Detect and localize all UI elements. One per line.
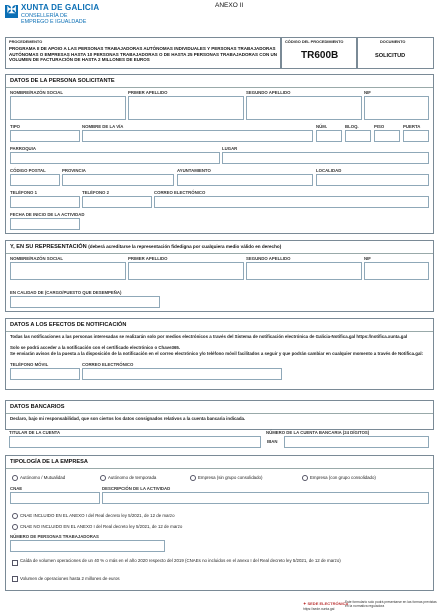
label-door: PUERTA [403, 124, 421, 129]
postal-field[interactable] [10, 174, 60, 186]
phone2-field[interactable] [82, 196, 152, 208]
drop-checkbox[interactable] [12, 560, 18, 566]
label-phone2: TELÉFONO 2 [82, 190, 109, 195]
department-line-2: EMPREGO E IGUALDADE [21, 19, 87, 26]
parish-field[interactable] [10, 152, 220, 164]
autonomo-radio[interactable] [12, 475, 18, 481]
rep-surname2-field[interactable] [246, 262, 362, 280]
door-field[interactable] [403, 130, 429, 142]
annex-label: ANEXO II [215, 2, 244, 9]
procedure-code: TR600B [301, 50, 339, 61]
cnae-in-label: CNAE INCLUIDO EN EL ANEXO I del Real decreto ley 5/2021, de 12 de marzo [20, 513, 175, 518]
label-nif: NIF [364, 90, 371, 95]
applicant-section [5, 74, 434, 234]
footer-note: Este formulario solo podrá presentarse en las formas previstas en la normativa reguladora [345, 600, 437, 608]
company-section [5, 455, 434, 591]
label-cnae: CNAE [10, 486, 23, 491]
label-postal: CÓDIGO POSTAL [10, 168, 46, 173]
rep-name-field[interactable] [10, 262, 126, 280]
volume-label: Volumen de operaciones hasta 2 millones de euros [20, 576, 120, 581]
email-field[interactable] [154, 196, 429, 208]
label-rep-capacity: EN CALIDAD DE (CARGO/PUESTO QUE DESEMPEÑA) [10, 290, 122, 295]
label-rep-surname1: PRIMER APELLIDO [128, 256, 168, 261]
nif-field[interactable] [364, 96, 429, 120]
name-field[interactable] [10, 96, 126, 120]
num-field[interactable] [316, 130, 342, 142]
con-grupo-radio[interactable] [302, 475, 308, 481]
notif-email-field[interactable] [82, 368, 282, 380]
block-field[interactable] [345, 130, 371, 142]
label-account-holder: TITULAR DE LA CUENTA [9, 430, 61, 435]
document-type: SOLICITUD [375, 53, 406, 59]
bank-statement: Declaro, bajo mi responsabilidad, que son ciertos los datos consignados relativos a la cuenta bancaria indicada. [10, 416, 246, 421]
sin-grupo-radio[interactable] [190, 475, 196, 481]
representative-title-main: Y, EN SU REPRESENTACIÓN [10, 244, 87, 250]
activity-start-field[interactable] [10, 218, 80, 230]
street-field[interactable] [82, 130, 313, 142]
label-rep-nif: NIF [364, 256, 371, 261]
sede-logo-text: SEDE ELECTRÓNICA [307, 601, 349, 606]
temporada-radio[interactable] [100, 475, 106, 481]
department-line-1: CONSELLERÍA DE [21, 13, 68, 19]
cnae-field[interactable] [10, 492, 100, 504]
label-notif-email: CORREO ELECTRÓNICO [82, 362, 134, 367]
label-activity-start: FECHA DE INICIO DE LA ACTIVIDAD [10, 212, 85, 217]
drop-label: Caída de volumen operaciones de un 40 % o más en el año 2020 respecto del 2019 (CNAEs no incluidos en el anexo I del Real decreto ley 5/2021, de 12 de marzo) [20, 558, 341, 563]
applicant-title: DATOS DE LA PERSONA SOLICITANTE [10, 78, 115, 84]
label-notif-mobile: TELÉFONO MÓVIL [10, 362, 49, 367]
label-name: NOMBRE/RAZÓN SOCIAL [10, 90, 63, 95]
label-floor: PISO [374, 124, 385, 129]
surname2-field[interactable] [246, 96, 362, 120]
rep-nif-field[interactable] [364, 262, 429, 280]
floor-field[interactable] [374, 130, 400, 142]
label-parish: PARROQUIA [10, 146, 36, 151]
surname1-field[interactable] [128, 96, 244, 120]
locality-field[interactable] [316, 174, 429, 186]
sede-logo: ✦ SEDE ELECTRÓNICA [303, 601, 349, 606]
code-label: CÓDIGO DEL PROCEDIMIENTO [285, 39, 344, 44]
representative-section [5, 240, 434, 312]
label-activity-desc: DESCRIPCIÓN DE LA ACTIVIDAD [102, 486, 171, 491]
bank-title: DATOS BANCARIOS [10, 404, 65, 410]
label-type: TIPO [10, 124, 21, 129]
label-locality: LOCALIDAD [316, 168, 342, 173]
label-rep-surname2: SEGUNDO APELLIDO [246, 256, 291, 261]
sin-grupo-label: Empresa (sin grupo consolidado) [198, 475, 263, 480]
document-label: DOCUMENTO [380, 39, 406, 44]
temporada-label: Autónomo de temporada [108, 475, 157, 480]
autonomo-label: Autónomo / Mutualidad [20, 475, 66, 480]
activity-desc-field[interactable] [102, 492, 429, 504]
phone1-field[interactable] [10, 196, 80, 208]
code-box [281, 37, 357, 69]
representative-title-note: (deberá acreditarse la representación fidedigna por cualquiera medio válido en derecho) [88, 244, 282, 249]
label-surname2: SEGUNDO APELLIDO [246, 90, 291, 95]
rep-capacity-field[interactable] [10, 296, 160, 308]
notification-text-1: Todas las notificaciones a las personas interesadas se realizarán solo por medios electrónicos a través del Sistema de notificación electrónica de Galicia-Notifica.gal https://notifica.xunta.gal [10, 334, 408, 339]
council-field[interactable] [177, 174, 313, 186]
label-surname1: PRIMER APELLIDO [128, 90, 168, 95]
place-field[interactable] [222, 152, 429, 164]
document-box [357, 37, 434, 69]
label-num: NÚM. [316, 124, 327, 129]
xunta-logo-icon: ✠ [7, 4, 17, 16]
volume-checkbox[interactable] [12, 576, 18, 582]
label-account-number: NÚMERO DE LA CUENTA BANCARIA (24 DÍGITOS) [266, 430, 370, 435]
department-name [21, 13, 86, 25]
label-council: AYUNTAMIENTO [177, 168, 211, 173]
label-place: LUGAR [222, 146, 238, 151]
label-street: NOMBRE DE LA VÍA [82, 124, 124, 129]
type-field[interactable] [10, 130, 80, 142]
label-rep-name: NOMBRE/RAZÓN SOCIAL [10, 256, 63, 261]
sede-url[interactable]: https://sede.xunta.gal [303, 607, 335, 611]
label-block: BLOQ. [345, 124, 359, 129]
notification-text-3: Se enviarán avisos de la puesta a la disposición de la notificación en el correo electrónico y/o teléfono móvil facilitados a seguir y que podrán cambiar en cualquier momento a través de Notifica.gal: [10, 351, 424, 356]
notification-section [5, 318, 434, 390]
rep-surname1-field[interactable] [128, 262, 244, 280]
account-holder-field[interactable] [9, 436, 261, 448]
cnae-out-radio[interactable] [12, 524, 18, 530]
label-iban: IBAN [267, 439, 278, 444]
label-email: CORREO ELECTRÓNICO [154, 190, 206, 195]
bank-section [5, 400, 434, 430]
brand-name: XUNTA DE GALICIA [21, 3, 100, 12]
label-province: PROVINCIA [62, 168, 86, 173]
cnae-in-radio[interactable] [12, 513, 18, 519]
cnae-out-label: CNAE NO INCLUIDO EN EL ANEXO I del Real decreto ley 5/2021, de 12 de marzo [20, 524, 183, 529]
procedure-box [5, 37, 281, 69]
notification-title: DATOS A LOS EFECTOS DE NOTIFICACIÓN [10, 322, 127, 328]
workers-field[interactable] [10, 540, 165, 552]
account-number-field[interactable] [284, 436, 429, 448]
procedure-text: PROGRAMA II DE APOIO A LAS PERSONAS TRABAJADORAS AUTÓNOMAS INDIVIDUALES Y PERSONAS TRABAJADORAS AUTÓNOMAS O EMPRESAS HASTA 10 PERSONAS TRABAJADORAS O DE HASTA 25 PERSONAS TRABAJADORAS CON UN VOLUMEN DE FACTURACIÓN DE HASTA 2 MILLONES DE EUROS [9, 46, 278, 63]
label-workers: NÚMERO DE PERSONAS TRABAJADORAS [10, 534, 99, 539]
notif-mobile-field[interactable] [10, 368, 80, 380]
con-grupo-label: Empresa (con grupo consolidado) [310, 475, 376, 480]
company-title: TIPOLOGÍA DE LA EMPRESA [10, 459, 88, 465]
label-phone1: TELÉFONO 1 [10, 190, 37, 195]
province-field[interactable] [62, 174, 174, 186]
procedure-label: PROCEDEMENTO [9, 39, 43, 44]
representative-title [10, 245, 281, 251]
notification-text-2: Solo se podrá acceder a la notificación con el certificado electrónico o Chave365. [10, 345, 181, 350]
